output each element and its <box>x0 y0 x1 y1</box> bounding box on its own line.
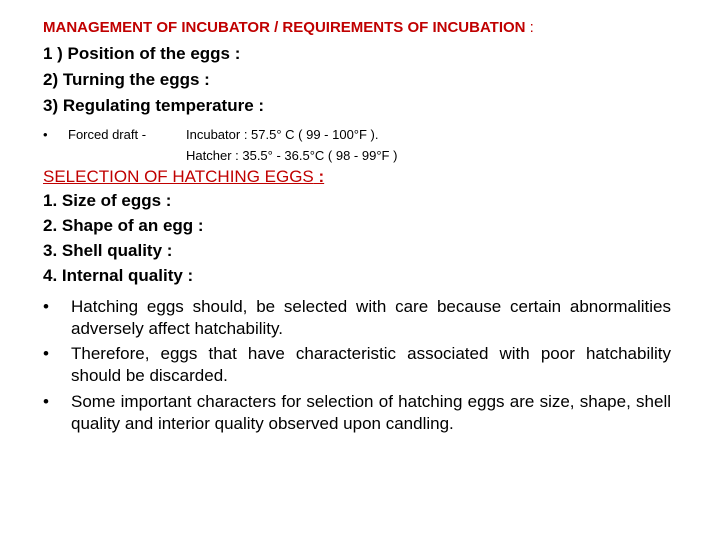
management-heading <box>43 19 534 36</box>
management-item-position: 1 ) Position of the eggs : <box>43 44 241 63</box>
selection-bullet-1 <box>43 296 671 340</box>
management-item-turning: 2) Turning the eggs : <box>43 70 210 89</box>
selection-bullet-1-text: Hatching eggs should, be selected with care because certain abnormalities adversely affect hatchability. <box>71 297 671 338</box>
selection-item-shell: 3. Shell quality : <box>43 241 173 260</box>
selection-item-size: 1. Size of eggs : <box>43 191 172 210</box>
management-item-temperature: 3) Regulating temperature : <box>43 96 265 115</box>
hatcher-temperature: Hatcher : 35.5° - 36.5°C ( 98 - 99°F ) <box>186 148 398 163</box>
forced-draft-label: Forced draft - <box>68 127 147 142</box>
management-heading-text: MANAGEMENT OF INCUBATOR / REQUIREMENTS OF INCUBATION <box>43 19 526 36</box>
bullet-icon: • <box>43 127 48 142</box>
selection-heading <box>43 167 324 187</box>
selection-bullet-3-text: Some important characters for selection of hatching eggs are size, shape, shell quality and interior quality observed upon candling. <box>71 392 671 433</box>
management-heading-colon: : <box>529 19 534 36</box>
selection-bullet-3 <box>43 391 671 435</box>
selection-heading-text: SELECTION OF HATCHING EGGS <box>43 167 314 186</box>
bullet-icon: • <box>43 297 49 316</box>
selection-bullet-2 <box>43 343 671 387</box>
selection-bullet-2-text: Therefore, eggs that have characteristic associated with poor hatchability should be discarded. <box>71 344 671 385</box>
selection-heading-colon: : <box>313 167 325 186</box>
selection-item-internal: 4. Internal quality : <box>43 266 194 285</box>
incubator-temperature: Incubator : 57.5° C ( 99 - 100°F ). <box>186 127 379 142</box>
bullet-icon: • <box>43 344 49 363</box>
bullet-icon: • <box>43 392 49 411</box>
selection-item-shape: 2. Shape of an egg : <box>43 216 204 235</box>
